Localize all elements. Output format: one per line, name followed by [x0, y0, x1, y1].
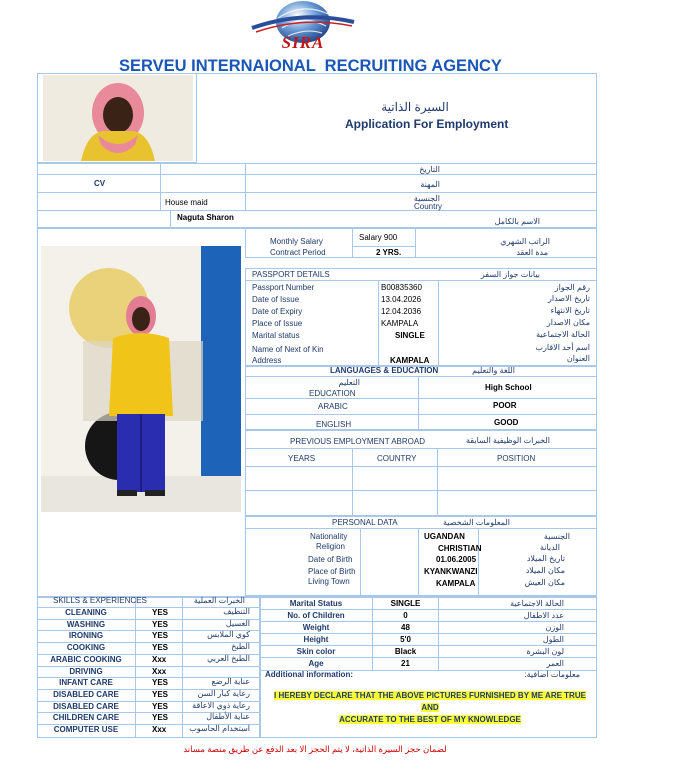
- passport-number-ar: رقم الجواز: [554, 283, 590, 292]
- title-english: Application For Employment: [345, 117, 509, 131]
- agency-logo: [248, 0, 358, 54]
- skill-value: Xxx: [152, 725, 167, 734]
- english-label: ENGLISH: [316, 420, 352, 429]
- education-value: High School: [485, 383, 532, 392]
- expiry-date-ar: تاريخ الانتهاء: [550, 306, 590, 315]
- full-name-label-ar: الاسم بالكامل: [494, 217, 540, 226]
- physical-label-ar: الطول: [542, 635, 564, 644]
- skill-value: Xxx: [152, 667, 167, 676]
- skill-value: Xxx: [152, 655, 167, 664]
- logo-text: SIRA: [281, 33, 325, 52]
- education-label: EDUCATION: [309, 389, 356, 398]
- marital-status-ar: الحالة الاجتماعية: [536, 330, 590, 339]
- nationality-label: Nationality: [310, 532, 348, 541]
- physical-value: 48: [401, 623, 410, 632]
- additional-info-label: Additional information:: [265, 670, 353, 679]
- skill-label: IRONING: [68, 631, 104, 640]
- marital-status-label: Marital status: [252, 331, 300, 340]
- skill-label-ar: كوي الملابس: [207, 630, 250, 639]
- skills-header-ar: الخبرات العملية: [193, 596, 245, 605]
- footer-note: لضمان حجز السيرة الذاتية، لا يتم الحجز الا بعد الدفع عن طريق منصة مساند: [183, 744, 447, 754]
- employment-header-ar: الخبرات الوظيفية السابقة: [466, 436, 550, 445]
- declaration-line-2: ACCURATE TO THE BEST OF MY KNOWLEDGE: [339, 715, 521, 724]
- title-arabic: السيرة الذاتية: [381, 100, 449, 114]
- living-town-value: KAMPALA: [436, 579, 476, 588]
- physical-label: Height: [303, 635, 329, 644]
- living-town-ar: مكان العيش: [524, 578, 565, 587]
- skill-value: YES: [152, 631, 169, 640]
- passport-number-label: Passport Number: [252, 283, 315, 292]
- skill-label: WASHING: [66, 620, 106, 629]
- profession-label-ar: المهنة: [420, 180, 440, 189]
- physical-label-ar: العمر: [546, 659, 564, 668]
- skills-header: SKILLS & EXPERIENCES: [53, 596, 147, 605]
- physical-value: 21: [401, 659, 410, 668]
- living-town-label: Living Town: [308, 577, 350, 586]
- employment-header: PREVIOUS EMPLOYMENT ABROAD: [290, 437, 425, 446]
- issue-place-value: KAMPALA: [381, 319, 419, 328]
- skill-label-ar: الغسيل: [225, 619, 250, 628]
- period-label-ar: مدة العقد: [516, 248, 548, 257]
- religion-ar: الديانة: [539, 543, 560, 552]
- nationality-value: UGANDAN: [424, 532, 465, 541]
- contract-period-label: Contract Period: [270, 248, 326, 257]
- nationality-ar: الجنسية: [543, 532, 570, 541]
- skill-label: COMPUTER USE: [53, 725, 119, 734]
- salary-value: Salary 900: [359, 233, 398, 242]
- expiry-date-label: Date of Expiry: [252, 307, 303, 316]
- skill-label-ar: رعاية ذوي الاعاقة: [192, 701, 250, 710]
- religion-value: CHRISTIAN: [438, 544, 482, 553]
- physical-label-ar: الحالة الاجتماعية: [510, 599, 564, 608]
- english-value: GOOD: [494, 418, 519, 427]
- languages-header: LANGUAGES & EDUCATION: [330, 366, 439, 375]
- issue-date-value: 13.04.2026: [381, 295, 422, 304]
- arabic-label: ARABIC: [318, 402, 348, 411]
- physical-label: Age: [308, 659, 324, 668]
- additional-info-ar: معلومات اضافية:: [524, 670, 580, 679]
- physical-label-ar: الوزن: [545, 623, 564, 632]
- declaration-line-1: I HEREBY DECLARE THAT THE ABOVE PICTURES FURNISHED BY ME ARE TRUE AND: [274, 691, 586, 712]
- skill-value: YES: [152, 678, 169, 687]
- skill-label: DRIVING: [69, 667, 103, 676]
- physical-label: Weight: [302, 623, 330, 632]
- dob-ar: تاريخ الميلاد: [526, 554, 565, 563]
- skill-label-ar: رعاية كبار السن: [197, 689, 250, 698]
- passport-header: PASSPORT DETAILS: [252, 270, 330, 279]
- passport-number-value: B00835360: [381, 283, 422, 292]
- pob-ar: مكان الميلاد: [525, 566, 565, 575]
- address-ar: العنوان: [566, 354, 590, 363]
- physical-value: Black: [394, 647, 417, 656]
- profession-value: House maid: [165, 198, 208, 207]
- passport-header-ar: بيانات جواز السفر: [480, 270, 540, 279]
- physical-value: 0: [403, 611, 408, 620]
- country-label: Country: [414, 202, 443, 211]
- col-country: COUNTRY: [377, 454, 417, 463]
- skill-value: YES: [152, 713, 169, 722]
- expiry-date-value: 12.04.2036: [381, 307, 422, 316]
- address-label: Address: [252, 356, 282, 365]
- skill-value: YES: [152, 608, 169, 617]
- agency-name: SERVEU INTERNAIONAL RECRUITING AGENCY: [119, 57, 502, 75]
- pob-value: KYANKWANZI: [424, 567, 478, 576]
- skill-label: CLEANING: [65, 608, 107, 617]
- next-of-kin-ar: اسم أحد الاقارب: [535, 343, 590, 352]
- skill-value: YES: [152, 620, 169, 629]
- nationality-label-ar: الجنسية: [413, 194, 440, 203]
- skill-label: CHILDREN CARE: [52, 713, 120, 722]
- declaration-text: [270, 690, 590, 726]
- full-name-value: Naguta Sharon: [177, 213, 234, 222]
- skill-value: YES: [152, 690, 169, 699]
- religion-label: Religion: [316, 542, 345, 551]
- personal-header-ar: المعلومات الشخصية: [442, 518, 510, 527]
- date-label-ar: التاريخ: [419, 165, 440, 174]
- skill-label-ar: التنظيف: [223, 607, 250, 616]
- skill-label: DISABLED CARE: [53, 690, 119, 699]
- issue-date-label: Date of Issue: [252, 295, 300, 304]
- pob-label: Place of Birth: [308, 567, 356, 576]
- col-years: YEARS: [288, 454, 316, 463]
- next-of-kin-label: Name of Next of Kin: [252, 345, 324, 354]
- dob-label: Date of Birth: [308, 555, 353, 564]
- physical-label: No. of Children: [287, 611, 345, 620]
- physical-value: SINGLE: [390, 599, 421, 608]
- dob-value: 01.06.2005: [436, 555, 477, 564]
- arabic-value: POOR: [493, 401, 517, 410]
- skill-label-ar: عناية الأطفال: [206, 712, 250, 721]
- skill-label-ar: استخدام الحاسوب: [189, 724, 250, 733]
- skill-value: YES: [152, 702, 169, 711]
- physical-value: 5'0: [400, 635, 411, 644]
- physical-label-ar: عدد الاطفال: [523, 611, 564, 620]
- issue-place-ar: مكان الاصدار: [546, 318, 590, 327]
- languages-header-ar: اللغة والتعليم: [472, 366, 515, 375]
- personal-header: PERSONAL DATA: [332, 518, 398, 527]
- skill-label-ar: الطبخ: [231, 642, 250, 651]
- address-value: KAMPALA: [390, 356, 430, 365]
- physical-label: Skin color: [296, 647, 336, 656]
- contract-period-value: 2 YRS.: [376, 248, 402, 257]
- full-body-photo: [41, 246, 241, 512]
- skill-label: INFANT CARE: [59, 678, 113, 687]
- issue-place-label: Place of Issue: [252, 319, 303, 328]
- cv-label: CV: [94, 179, 106, 188]
- physical-label-ar: لون البشرة: [526, 647, 564, 656]
- skill-value: YES: [152, 643, 169, 652]
- monthly-salary-label: Monthly Salary: [270, 237, 323, 246]
- skill-label-ar: عناية الرضع: [211, 677, 250, 686]
- skill-label-ar: الطبخ العربي: [207, 654, 250, 663]
- salary-label-ar: الراتب الشهري: [500, 237, 550, 246]
- col-position: POSITION: [497, 454, 536, 463]
- issue-date-ar: تاريخ الاصدار: [547, 294, 590, 303]
- skill-label: ARABIC COOKING: [50, 655, 122, 664]
- headshot-photo: [43, 75, 193, 161]
- education-label-ar: التعليم: [338, 378, 360, 387]
- skill-label: COOKING: [66, 643, 106, 652]
- marital-status-value: SINGLE: [395, 331, 425, 340]
- skill-label: DISABLED CARE: [53, 702, 119, 711]
- physical-label: Marital Status: [289, 599, 343, 608]
